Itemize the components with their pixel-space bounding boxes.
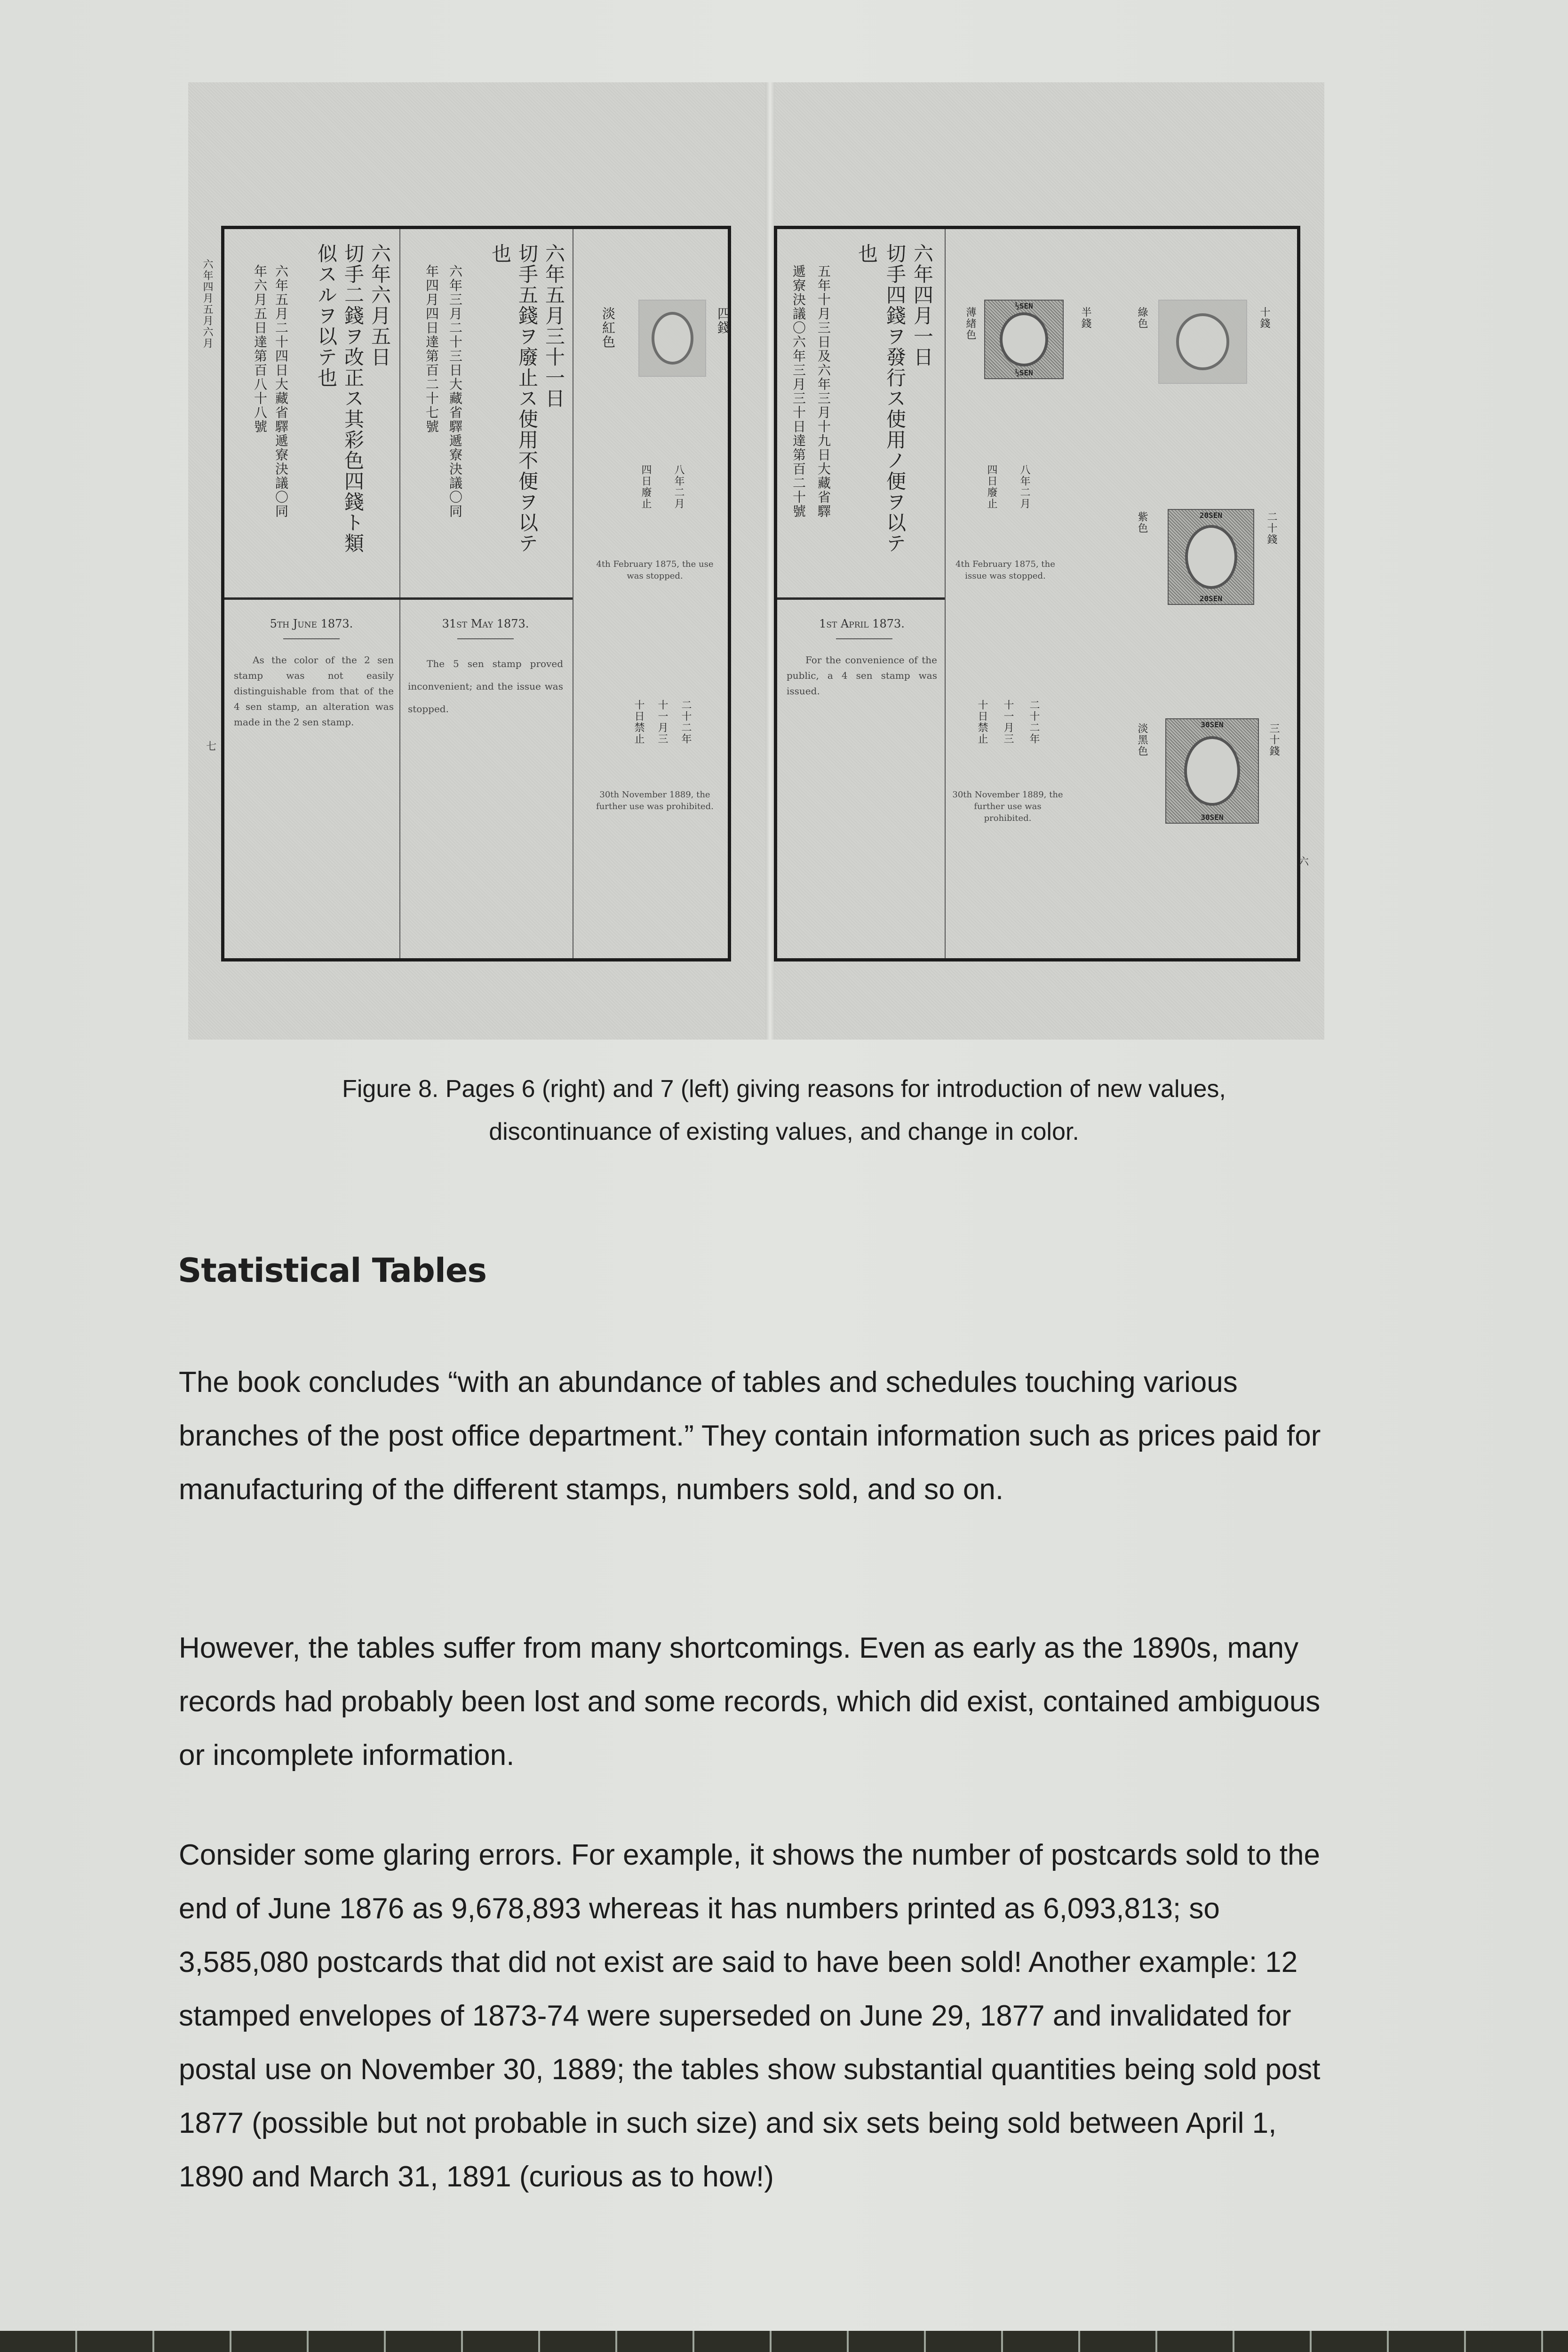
jp-reference: 五年十月三日及六年三月十九日大藏省驛 — [816, 264, 831, 518]
jp-body: 切手四錢ヲ發行ス使用ノ便ヲ以テ — [883, 243, 907, 554]
stamp-label: 20SEN — [1199, 511, 1223, 520]
stamp-denomination: 三十錢 — [1268, 723, 1280, 757]
body-paragraph: Consider some glaring errors. For example, it shows the number of postcards sold to the end of June 1876 as 9,678,893 whereas it has numbers printed as 6,093,813; so 3,585,080 postcards that did not exist are said to have been sold! Another example: 12 stamped envelopes of 1873-74 were superseded on June 29, 1877 and invalidated for postal use on November 30, 1889; the tables show substantial quantities being sold post 1877 (possible but not probable in such size) and six sets being sold between April 1, 1890 and March 31, 1891 (curious as to how!) — [179, 1839, 1321, 2193]
body-paragraph: However, the tables suffer from many shortcomings. Even as early as the 1890s, many records had probably been lost and some records, which did exist, contained ambiguous or incomplete information. — [179, 1632, 1321, 1772]
column-divider — [945, 229, 946, 958]
page-number-right: 六 — [1298, 856, 1309, 868]
jp-heading: 六年四月一日 — [911, 243, 934, 367]
stamp-color: 綠色 — [1136, 307, 1148, 329]
jp-reference: 年六月五日達第百八十八號 — [252, 264, 268, 434]
stamp-denomination: 二十錢 — [1266, 511, 1277, 545]
stamp-color: 淡紅色 — [600, 307, 616, 349]
jp-heading: 六年五月三十一日 — [542, 243, 565, 409]
body-paragraph: The book concludes “with an abundance of tables and schedules touching various branches of the post office department.” They contain information such as prices paid for manufacturing of the different stamps, numbers sold, and so on. — [179, 1366, 1321, 1506]
margin-note: 六年四月五月六月 — [201, 259, 213, 349]
stamp-20-sen — [1168, 509, 1254, 605]
date-rule — [283, 638, 340, 639]
page-number-left: 七 — [206, 741, 217, 753]
stamp-denomination: 十錢 — [1258, 307, 1270, 329]
ledger-table-left — [221, 226, 731, 961]
stop-jp: 八年二月 — [1019, 464, 1030, 509]
prohibit-jp: 十一月三 — [1002, 699, 1014, 745]
jp-body: 也 — [489, 243, 512, 264]
stamp-half-sen — [984, 300, 1064, 379]
stamp-label: ½SEN — [1015, 302, 1033, 310]
figure-8-image — [188, 82, 1324, 1040]
jp-reference: 六年三月二十三日大藏省驛遞寮決議〇同 — [447, 264, 463, 518]
stamp-color: 淡黑色 — [1136, 723, 1148, 757]
cutting-mat-edge — [0, 2331, 1568, 2352]
jp-reference: 六年五月二十四日大藏省驛遞寮決議〇同 — [273, 264, 289, 518]
column-divider — [399, 229, 400, 958]
stamp-denomination: 半錢 — [1080, 307, 1091, 329]
jp-heading: 六年六月五日 — [368, 243, 391, 367]
stamp-label: 20SEN — [1199, 594, 1223, 603]
section-heading: Statistical Tables — [178, 1251, 486, 1290]
entry-date: 5th June 1873. — [270, 617, 353, 630]
date-rule — [836, 638, 892, 639]
jp-reference: 遞寮決議〇六年三月三十日達第百二十號 — [791, 264, 806, 518]
row-divider — [777, 597, 945, 600]
stamp-4-sen — [638, 300, 706, 377]
prohibit-jp: 二十二年 — [1028, 699, 1040, 745]
prohibit-jp: 十日禁止 — [976, 699, 988, 745]
row-divider — [224, 597, 573, 600]
stamp-10-sen — [1158, 300, 1247, 384]
prohibit-note: 30th November 1889, the further use was prohibited. — [952, 790, 1063, 823]
entry-translation: The 5 sen stamp proved inconvenient; and the issue was stopped. — [408, 658, 563, 715]
jp-body: 切手五錢ヲ廢止ス使用不便ヲ以テ — [516, 243, 539, 554]
stamp-color: 薄緖色 — [964, 307, 976, 341]
book-gutter — [765, 82, 775, 1040]
prohibit-note: 30th November 1889, the further use was prohibited. — [596, 790, 714, 811]
entry-date: 31st May 1873. — [442, 617, 529, 630]
jp-body: 也 — [855, 243, 878, 264]
date-rule — [457, 638, 514, 639]
figure-caption: Figure 8. Pages 6 (right) and 7 (left) giving reasons for introduction of new values, discontinuance of existing values, and change in color. — [342, 1075, 1226, 1145]
jp-body: 似スルヲ以テ也 — [315, 243, 338, 388]
stamp-label: ½SEN — [1015, 368, 1033, 377]
prohibit-jp: 二十二年 — [680, 699, 692, 745]
stop-jp: 八年二月 — [673, 464, 685, 509]
entry-translation: As the color of the 2 sen stamp was not easily distinguishable from that of the 4 sen stamp, an alteration was made in the 2 sen stamp. — [234, 654, 394, 728]
jp-body: 切手二錢ヲ改正ス其彩色四錢ト類 — [342, 243, 365, 554]
prohibit-jp: 十日禁止 — [633, 699, 645, 745]
jp-reference: 年四月四日達第百二十七號 — [424, 264, 439, 434]
entry-translation: For the convenience of the public, a 4 sen stamp was issued. — [787, 654, 937, 697]
prohibit-jp: 十一月三 — [656, 699, 668, 745]
stamp-label: 30SEN — [1201, 813, 1224, 822]
ledger-table-right — [774, 226, 1300, 961]
stop-note: 4th February 1875, the issue was stopped. — [955, 559, 1055, 581]
stamp-30-sen — [1165, 718, 1259, 824]
stamp-color: 紫色 — [1136, 511, 1148, 534]
stop-jp: 四日廢止 — [986, 464, 997, 509]
stop-jp: 四日廢止 — [640, 464, 652, 509]
stop-note: 4th February 1875, the use was stopped. — [596, 559, 714, 581]
stamp-denomination: 四錢 — [716, 307, 731, 335]
entry-date: 1st April 1873. — [819, 617, 905, 630]
stamp-label: 30SEN — [1201, 720, 1224, 729]
